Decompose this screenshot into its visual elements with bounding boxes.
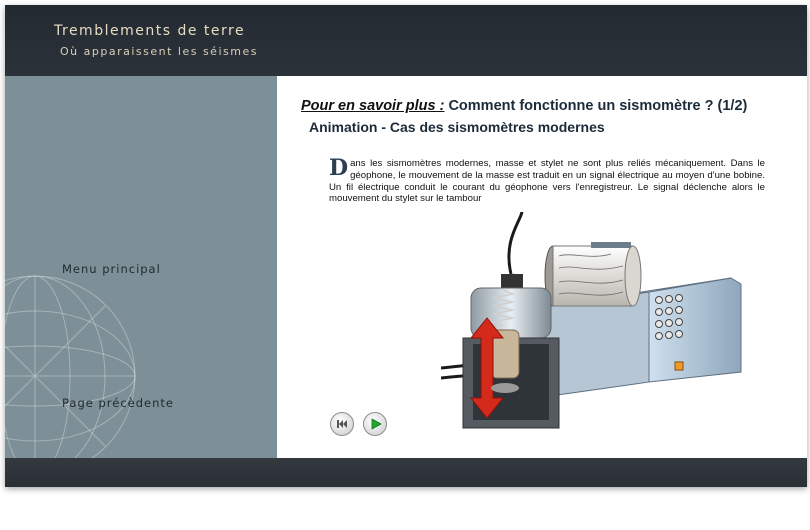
page-heading bbox=[301, 98, 747, 114]
app-subtitle: Où apparaissent les séismes bbox=[60, 45, 258, 58]
page-subheading: Animation - Cas des sismomètres modernes bbox=[309, 119, 605, 135]
content-panel bbox=[277, 76, 807, 458]
play-icon bbox=[364, 413, 386, 435]
heading-lead: Pour en savoir plus : bbox=[301, 98, 445, 114]
previous-page-link[interactable]: Page précèdente bbox=[62, 396, 174, 410]
header-bar bbox=[5, 5, 807, 76]
paragraph-text: ans les sismomètres modernes, masse et stylet ne sont plus reliés mécaniquement. Dans le géophone, le mouvement de la masse est traduit en un signal électrique au moyen d'une bobine. Un fil électrique conduit le courant du géophone vers l'enregistreur. Le signal déclenche alors le mouvement du stylet sur le tambour bbox=[329, 158, 765, 205]
play-button[interactable] bbox=[363, 412, 387, 436]
menu-principal-link[interactable]: Menu principal bbox=[62, 262, 161, 276]
heading-text: Comment fonctionne un sismomètre ? (1/2) bbox=[444, 98, 748, 114]
app-title: Tremblements de terre bbox=[54, 23, 246, 39]
app-frame bbox=[5, 5, 807, 487]
footer-bar bbox=[5, 458, 807, 487]
sidebar bbox=[5, 76, 277, 458]
rewind-icon bbox=[331, 413, 353, 435]
rewind-button[interactable] bbox=[330, 412, 354, 436]
seismometer-illustration bbox=[441, 212, 763, 434]
description-paragraph bbox=[329, 155, 765, 205]
drop-cap: D bbox=[329, 155, 349, 181]
